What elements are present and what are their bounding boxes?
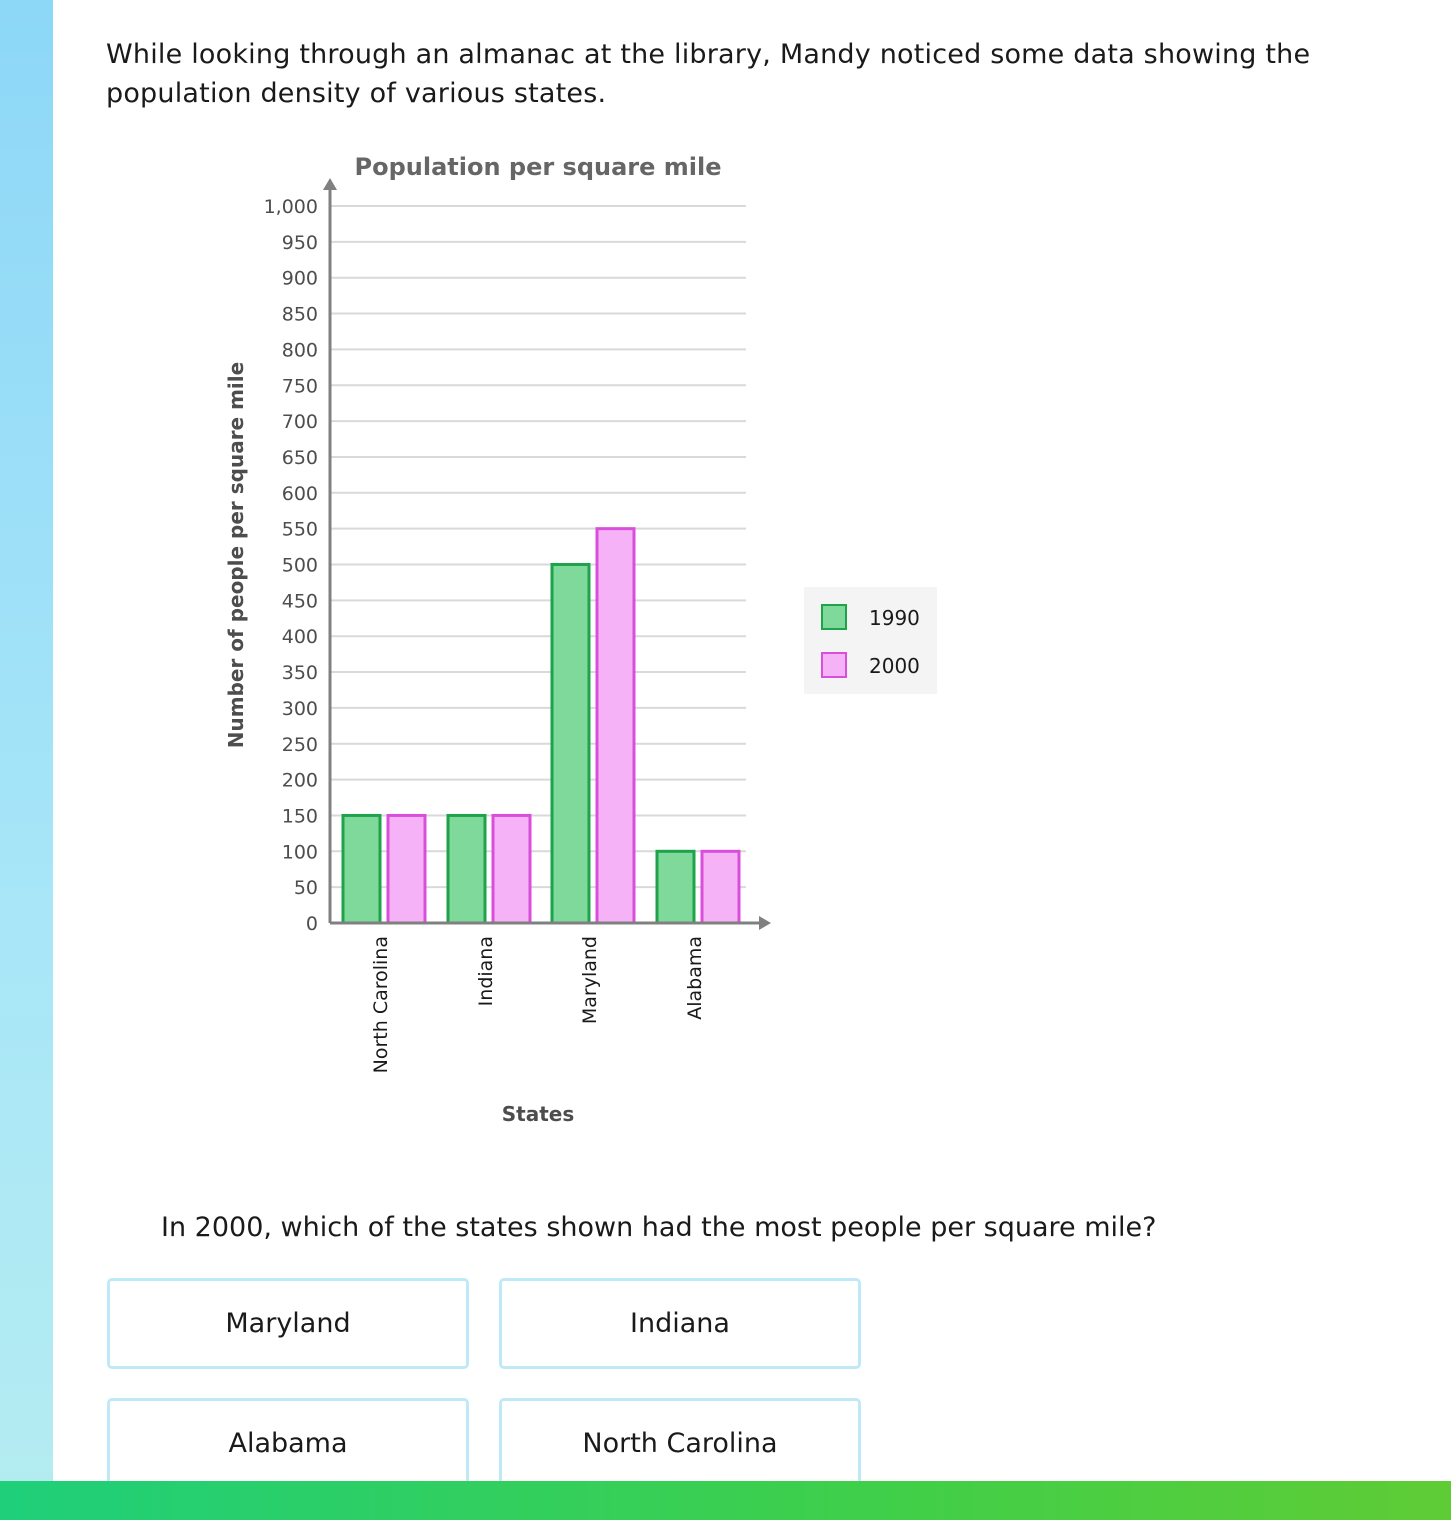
bar-1990-alabama [657, 851, 694, 923]
answer-choice-indiana[interactable]: Indiana [499, 1278, 861, 1369]
legend-swatch-2000 [822, 653, 846, 677]
y-tick-label: 900 [281, 267, 318, 290]
y-tick-label: 750 [281, 375, 318, 398]
chart-gridlines [330, 206, 746, 887]
y-tick-label: 0 [305, 913, 318, 935]
y-tick-label: 200 [281, 769, 318, 792]
x-tick-label: Maryland [579, 936, 601, 1025]
answer-choice-alabama[interactable]: Alabama [107, 1398, 469, 1489]
y-tick-label: 50 [293, 877, 318, 900]
x-tick-label: North Carolina [370, 936, 392, 1074]
y-tick-label: 600 [281, 482, 318, 505]
x-tick-label: Alabama [684, 936, 706, 1020]
bar-1990-indiana [448, 815, 485, 923]
answer-choice-maryland[interactable]: Maryland [107, 1278, 469, 1369]
y-tick-label: 1,000 [263, 196, 318, 218]
y-tick-labels [264, 196, 318, 935]
bar-1990-north-carolina [343, 815, 380, 923]
bar-2000-maryland [597, 529, 634, 923]
x-tick-labels [370, 936, 706, 1073]
bottom-status-bar [0, 1481, 1451, 1520]
x-axis-arrow [759, 916, 771, 930]
y-tick-label: 350 [281, 662, 318, 685]
legend-swatch-1990 [822, 605, 846, 629]
y-tick-label: 300 [281, 697, 318, 720]
bar-2000-indiana [493, 815, 530, 923]
x-axis-label: States [501, 1102, 575, 1126]
x-tick-label: Indiana [475, 936, 497, 1007]
y-tick-label: 950 [281, 231, 318, 254]
chart-title: Population per square mile [354, 153, 722, 181]
y-tick-label: 450 [281, 590, 318, 613]
answer-choice-north-carolina[interactable]: North Carolina [499, 1398, 861, 1489]
legend-label-2000: 2000 [869, 654, 920, 678]
y-axis-arrow [323, 178, 337, 190]
chart-bars [343, 529, 739, 923]
legend-label-1990: 1990 [869, 606, 920, 630]
y-tick-label: 250 [281, 733, 318, 756]
y-tick-label: 550 [281, 518, 318, 541]
y-tick-label: 700 [281, 411, 318, 434]
chart-legend [804, 587, 937, 694]
bar-1990-maryland [552, 565, 589, 924]
question-intro: While looking through an almanac at the library, Mandy noticed some data showing the population density of various states. [106, 39, 1311, 109]
bar-2000-north-carolina [388, 815, 425, 923]
y-tick-label: 850 [281, 303, 318, 326]
y-tick-label: 800 [281, 339, 318, 362]
y-tick-label: 400 [281, 626, 318, 649]
y-axis-label: Number of people per square mile [224, 361, 248, 749]
question-prompt: In 2000, which of the states shown had the most people per square mile? [161, 1212, 1157, 1243]
y-tick-label: 650 [281, 446, 318, 469]
y-tick-label: 100 [281, 841, 318, 864]
bar-2000-alabama [702, 851, 739, 923]
y-tick-label: 150 [281, 805, 318, 828]
y-tick-label: 500 [281, 554, 318, 577]
